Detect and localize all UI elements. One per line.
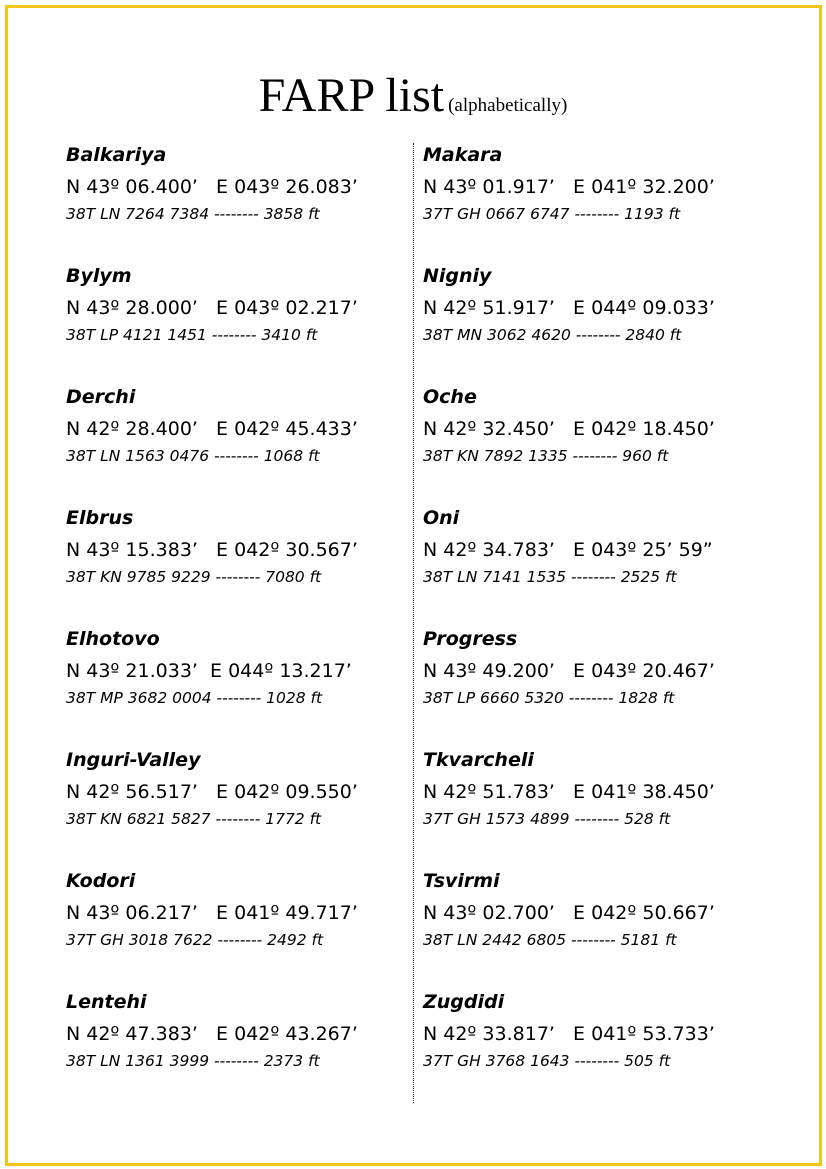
farp-entry — [423, 869, 715, 990]
farp-coordinates: N 42º 34.783’ E 043º 25’ 59” — [423, 539, 713, 561]
farp-utm-elevation: 37T GH 3018 7622 -------- 2492 ft — [66, 931, 324, 949]
farp-coordinates: N 42º 33.817’ E 041º 53.733’ — [423, 1023, 715, 1045]
farp-utm-elevation: 38T MN 3062 4620 -------- 2840 ft — [423, 326, 682, 344]
farp-coordinates: N 42º 51.783’ E 041º 38.450’ — [423, 781, 715, 803]
farp-coordinates: N 43º 21.033’ E 044º 13.217’ — [66, 660, 352, 682]
farp-coordinates: N 42º 51.917’ E 044º 09.033’ — [423, 297, 715, 319]
farp-name: Tsvirmi — [423, 870, 500, 892]
farp-name: Makara — [423, 144, 503, 166]
farp-utm-elevation: 38T LN 1361 3999 -------- 2373 ft — [66, 1052, 320, 1070]
farp-name: Elhotovo — [66, 628, 160, 650]
farp-coordinates: N 43º 02.700’ E 042º 50.667’ — [423, 902, 715, 924]
farp-utm-elevation: 38T MP 3682 0004 -------- 1028 ft — [66, 689, 323, 707]
farp-utm-elevation: 37T GH 1573 4899 -------- 528 ft — [423, 810, 671, 828]
farp-entry — [66, 990, 358, 1111]
farp-name: Oche — [423, 386, 477, 408]
right-column — [423, 143, 715, 1111]
farp-utm-elevation: 38T LN 1563 0476 -------- 1068 ft — [66, 447, 320, 465]
farp-utm-elevation: 38T KN 7892 1335 -------- 960 ft — [423, 447, 669, 465]
farp-name: Kodori — [66, 870, 136, 892]
farp-name: Inguri-Valley — [66, 749, 201, 771]
farp-entry — [423, 385, 715, 506]
farp-utm-elevation: 37T GH 0667 6747 -------- 1193 ft — [423, 205, 681, 223]
farp-entry — [66, 264, 358, 385]
column-divider — [413, 143, 414, 1103]
farp-entry — [423, 264, 715, 385]
page-title — [0, 68, 826, 123]
farp-entry — [66, 385, 358, 506]
title-subtitle: (alphabetically) — [448, 95, 568, 116]
farp-name: Oni — [423, 507, 460, 529]
farp-coordinates: N 42º 56.517’ E 042º 09.550’ — [66, 781, 358, 803]
farp-utm-elevation: 38T LN 2442 6805 -------- 5181 ft — [423, 931, 677, 949]
farp-coordinates: N 43º 01.917’ E 041º 32.200’ — [423, 176, 715, 198]
farp-name: Nigniy — [423, 265, 492, 287]
farp-utm-elevation: 38T LN 7264 7384 -------- 3858 ft — [66, 205, 320, 223]
farp-coordinates: N 42º 28.400’ E 042º 45.433’ — [66, 418, 358, 440]
farp-entry — [66, 869, 358, 990]
farp-entry — [66, 143, 358, 264]
farp-utm-elevation: 38T LP 6660 5320 -------- 1828 ft — [423, 689, 675, 707]
farp-name: Zugdidi — [423, 991, 505, 1013]
farp-name: Elbrus — [66, 507, 134, 529]
farp-name: Derchi — [66, 386, 136, 408]
farp-utm-elevation: 37T GH 3768 1643 -------- 505 ft — [423, 1052, 671, 1070]
farp-entry — [423, 990, 715, 1111]
farp-entry — [423, 143, 715, 264]
left-column — [66, 143, 358, 1111]
farp-entry — [66, 627, 358, 748]
farp-name: Tkvarcheli — [423, 749, 534, 771]
farp-utm-elevation: 38T KN 9785 9229 -------- 7080 ft — [66, 568, 322, 586]
farp-utm-elevation: 38T KN 6821 5827 -------- 1772 ft — [66, 810, 322, 828]
farp-coordinates: N 42º 47.383’ E 042º 43.267’ — [66, 1023, 358, 1045]
farp-coordinates: N 43º 06.400’ E 043º 26.083’ — [66, 176, 358, 198]
farp-utm-elevation: 38T LP 4121 1451 -------- 3410 ft — [66, 326, 318, 344]
title-main: FARP list — [258, 69, 445, 122]
farp-entry — [423, 506, 715, 627]
farp-entry — [423, 748, 715, 869]
farp-coordinates: N 43º 06.217’ E 041º 49.717’ — [66, 902, 358, 924]
farp-name: Lentehi — [66, 991, 147, 1013]
farp-entry — [423, 627, 715, 748]
farp-entry — [66, 506, 358, 627]
farp-name: Balkariya — [66, 144, 167, 166]
farp-coordinates: N 43º 28.000’ E 043º 02.217’ — [66, 297, 358, 319]
farp-coordinates: N 43º 49.200’ E 043º 20.467’ — [423, 660, 715, 682]
farp-coordinates: N 42º 32.450’ E 042º 18.450’ — [423, 418, 715, 440]
farp-name: Progress — [423, 628, 518, 650]
farp-utm-elevation: 38T LN 7141 1535 -------- 2525 ft — [423, 568, 677, 586]
farp-entry — [66, 748, 358, 869]
farp-coordinates: N 43º 15.383’ E 042º 30.567’ — [66, 539, 358, 561]
farp-name: Bylym — [66, 265, 132, 287]
